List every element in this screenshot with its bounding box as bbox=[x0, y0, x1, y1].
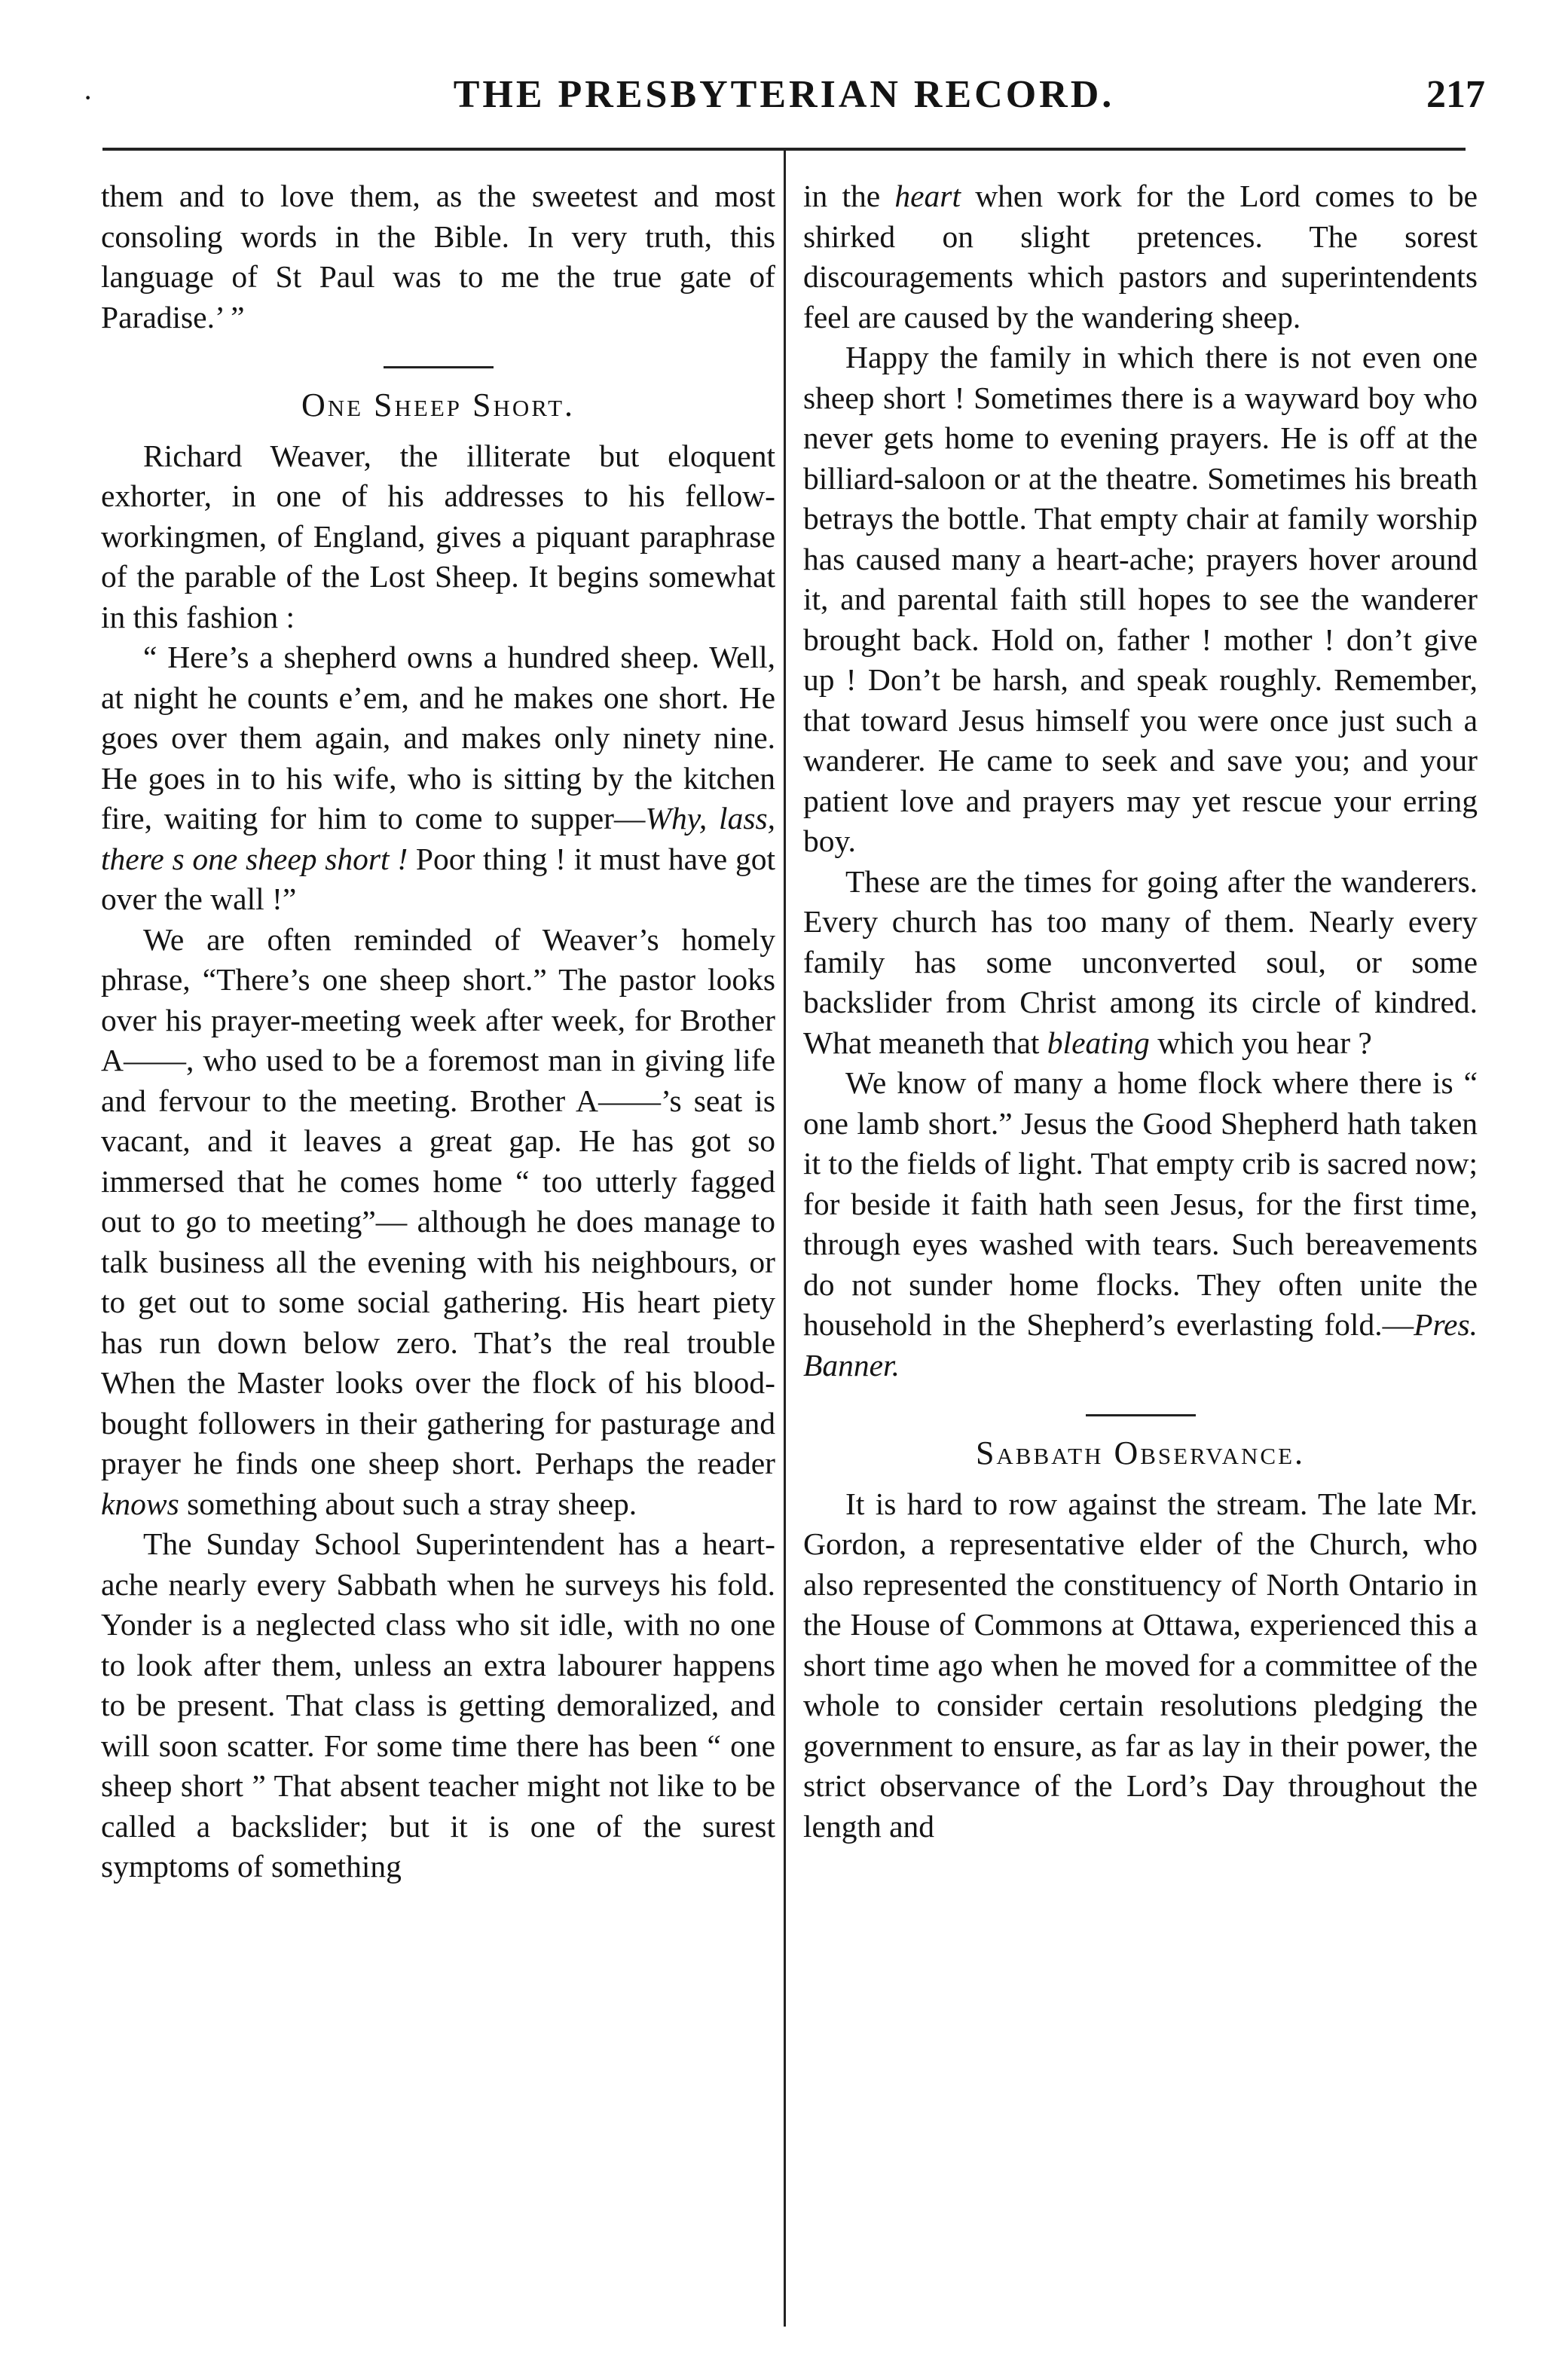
left-column bbox=[101, 176, 775, 1887]
page-number: 217 bbox=[1426, 73, 1485, 116]
paragraph-reminded: We are often reminded of Weaver’s homely phrase, “There’s one sheep short.” The pastor looks over his prayer-meeting week after week, for Brother A——, who used to be a foremost man in giving life and fervour to the meeting. Brother A——’s seat is vacant, and it leaves a great gap. He has got so immersed that he comes home “ too utterly fagged out to go to meeting”— although he does manage to talk business all the evening with his neighbours, or to get out to some social gathering. His heart piety has run down below zero. That’s the real trouble When the Master looks over the flock of his blood-bought followers in their gathering for pasturage and prayer he finds one sheep short. Perhaps the reader knows something about such a stray sheep. bbox=[101, 921, 775, 1521]
paragraph-happy-family: Happy the family in which there is not even one sheep short ! Sometimes there is a wayward boy who never gets home to evening prayers. He is off at the billiard-saloon or at the theatre. Sometimes his breath betrays the bottle. That empty chair at family worship has caused many a heart-ache; prayers hover around it, and parental faith still hopes to see the wanderer brought back. Hold on, father ! mother ! don’t give up ! Don’t be harsh, and speak roughly. Remember, that toward Jesus himself you were once just such a wanderer. He came to seek and save you; and your patient love and prayers may yet rescue your erring boy. bbox=[803, 340, 1478, 858]
publication-title: THE PRESBYTERIAN RECORD. bbox=[453, 73, 1115, 116]
heading-one-sheep-short: One Sheep Short. bbox=[301, 387, 576, 423]
paragraph-home-flock: We know of many a home flock where there is “ one lamb short.” Jesus the Good Shepherd hath taken it to the fields of light. That empty crib is sacred now; for beside it faith hath seen Jesus, for the first time, through eyes washed with tears. Such bereavements do not sunder home flocks. They often unite the household in the Shepherd’s everlasting fold.—Pres. Banner. bbox=[803, 1065, 1478, 1383]
paragraph-continuation-right: in the heart when work for the Lord comes to be shirked on slight pretences. The sorest discouragements which pastors and superintendents feel are caused by the wandering sheep. bbox=[803, 179, 1478, 335]
right-column bbox=[803, 176, 1478, 1847]
paragraph-continuation: them and to love them, as the sweetest and most consoling words in the Bible. In very truth, this language of St Paul was to me the true gate of Paradise.’ ” bbox=[101, 179, 775, 335]
column-divider bbox=[784, 151, 786, 2327]
paragraph-sunday-school: The Sunday School Superintendent has a heart-ache nearly every Sabbath when he surveys his fold. Yonder is a neglected class who sit idle, with no one to look after them, unless an extra labourer happens to be present. That class is getting demoralized, and will soon scatter. For some time there has been “ one sheep short ” That absent teacher might not like to be called a backslider; but it is one of the surest symptoms of something bbox=[101, 1526, 775, 1884]
paragraph-wanderers: These are the times for going after the wanderers. Every church has too many of them. Nearly every family has some unconverted soul, or some backslider from Christ among its circle of kindred. What meaneth that bleating which you hear ? bbox=[803, 863, 1478, 1060]
heading-sabbath-observance: Sabbath Observance. bbox=[975, 1435, 1306, 1471]
paragraph-sabbath: It is hard to row against the stream. The late Mr. Gordon, a representative elder of the Church, who also represented the constituency of North Ontario in the House of Commons at Ottawa, experienced this a short time ago when he moved for a committee of the whole to consider certain resolutions pledging the government to ensure, as far as lay in their power, the strict observance of the Lord’s Day throughout the length and bbox=[803, 1486, 1478, 1844]
section-separator bbox=[384, 366, 494, 368]
section-separator bbox=[1086, 1414, 1196, 1416]
paragraph-weaver: Richard Weaver, the illiterate but eloquent exhorter, in one of his addresses to his fellow-workingmen, of England, gives a piquant paraphrase of the parable of the Lost Sheep. It begins somewhat in this fashion : bbox=[101, 438, 775, 634]
paragraph-quote: “ Here’s a shepherd owns a hundred sheep. Well, at night he counts e’em, and he makes one short. He goes over them again, and makes only ninety nine. He goes in to his wife, who is sitting by the kitchen fire, waiting for him to come to supper—Why, lass, there s one sheep short ! Poor thing ! it must have got over the wall !” bbox=[101, 640, 775, 916]
page-header bbox=[83, 63, 1485, 136]
header-dot: · bbox=[83, 81, 93, 115]
